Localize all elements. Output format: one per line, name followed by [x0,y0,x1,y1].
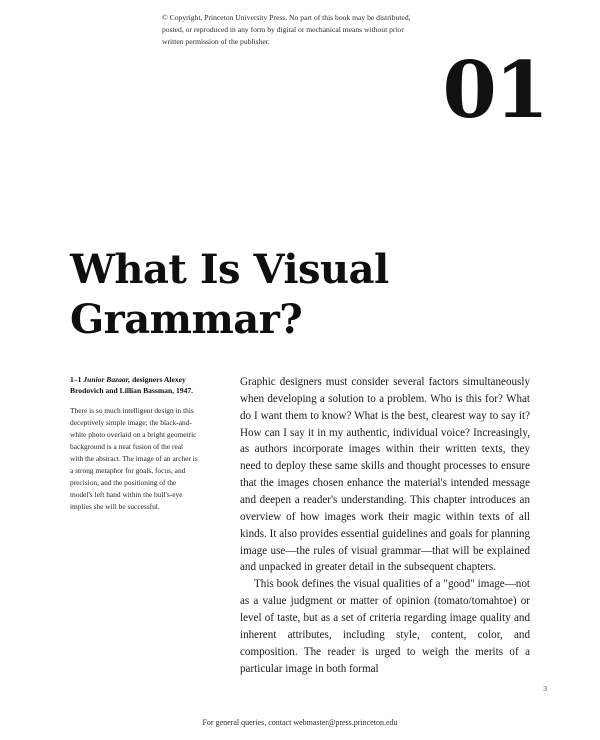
figure-credit: designers Alexey Brodovich and Lillian Bassman, 1947. [70,375,194,395]
figure-title: Junior Bazaar, [83,375,131,384]
page-number: 3 [543,684,547,693]
chapter-number: 01 [442,45,547,136]
page-title [70,245,490,345]
figure-caption-body: There is so much intelligent design in this deceptively simple image; the black-and-white photo overlaid on a bright geometric background is a neat fusion of the real with the abstract. The image of an archer is a strong metaphor for goals, focus, and precision, and the positioning of the model's left hand within the bull's-eye implies she will be successful. [70,406,198,511]
body-paragraph-2: This book defines the visual qualities of a "good" image—not as a value judgment or matter of opinion (tomato/tomahtoe) or level of taste, but as a set of criteria regarding image quality and inherent attributes, including style, content, color, and composition. The reader is urged to weigh the merits of a particular image in both formal [240,578,530,675]
figure-caption-column [70,374,198,513]
chapter-title-line-1: What Is Visual [70,245,389,293]
figure-caption-heading [70,374,198,396]
body-paragraph-1: Graphic designers must consider several factors simultaneously when developing a solution to a problem. Who is this for? What do I want them to know? What is the best, clearest way to say it? How can I say it in my authentic, individual voice? Increasingly, as authors incorporate images within their written texts, they need to deploy these same skills and thought processes to ensure that the images chosen enhance the material's intended message and deepen a reader's understanding. This chapter introduces an overview of how images work their magic within texts of all kinds. It also provides essential guidelines and goals for planning image use—the rules of visual grammar—that will be explained and unpacked in greater detail in the subsequent chapters. [240,376,530,574]
figure-label: 1–1 [70,375,82,384]
body-text-column [240,374,530,677]
copyright-notice: © Copyright, Princeton University Press. No part of this book may be distributed, posted, or reproduced in any form by digital or mechanical means without prior written permission of the publisher. [162,13,411,46]
footer-queries-line: For general queries, contact webmaster@press.princeton.edu [202,718,398,727]
chapter-title-line-2: Grammar? [70,295,303,343]
